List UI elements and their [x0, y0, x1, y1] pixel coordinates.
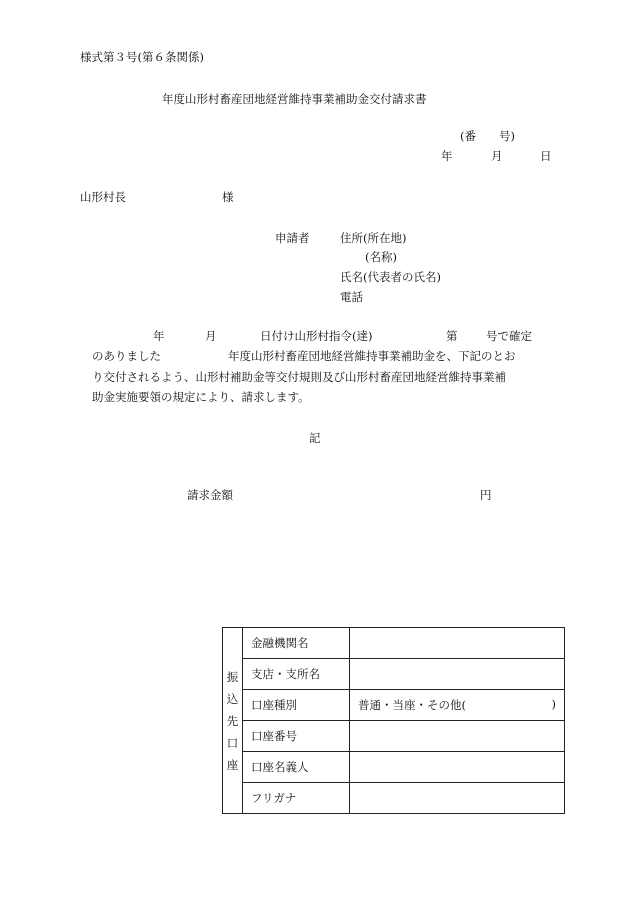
amount-label: 請求金額	[187, 488, 233, 502]
bank-name-label: 金融機関名	[243, 628, 350, 659]
account-type-value[interactable]	[350, 690, 565, 721]
body-line4: 助金実施要領の規定により、請求します。	[92, 390, 310, 404]
body-line2-end: 年度山形村畜産団地経営維持事業補助金を、下記のとお	[228, 349, 516, 363]
document-number: (番 号)	[460, 129, 515, 143]
body-confirmed: 号で確定	[486, 329, 532, 343]
bank-account-table	[222, 627, 565, 814]
addressee-name: 山形村長	[80, 190, 126, 204]
furigana-value[interactable]	[350, 783, 565, 814]
form-number: 様式第３号(第６条関係)	[80, 50, 204, 64]
account-holder-value[interactable]	[350, 752, 565, 783]
body-line3: り交付されるよう、山形村補助金等交付規則及び山形村畜産団地経営維持事業補	[92, 370, 506, 384]
applicant-org-name: (名称)	[365, 250, 397, 264]
body-year: 年	[153, 329, 165, 343]
applicant-person: 氏名(代表者の氏名)	[340, 270, 441, 284]
body-month: 月	[205, 329, 217, 343]
applicant-address: 住所(所在地)	[340, 231, 407, 245]
account-type-close: )	[551, 697, 556, 711]
amount-unit: 円	[480, 488, 492, 502]
body-directive: 日付け山形村指令(達)	[260, 329, 373, 343]
account-type-options: 普通・当座・その他(	[358, 698, 466, 712]
date-year: 年	[441, 149, 453, 163]
account-holder-label: 口座名義人	[243, 752, 350, 783]
branch-name-label: 支店・支所名	[243, 659, 350, 690]
bank-side-label: 振 込 先 口 座	[223, 628, 243, 814]
account-number-label: 口座番号	[243, 721, 350, 752]
addressee-honorific: 様	[222, 190, 234, 204]
bank-name-value[interactable]	[350, 628, 565, 659]
applicant-label: 申請者	[275, 231, 310, 245]
body-dai: 第	[446, 329, 458, 343]
applicant-phone: 電話	[340, 290, 363, 304]
account-number-value[interactable]	[350, 721, 565, 752]
furigana-label: フリガナ	[243, 783, 350, 814]
date-day: 日	[540, 149, 552, 163]
account-type-label: 口座種別	[243, 690, 350, 721]
date-month: 月	[491, 149, 503, 163]
body-line2-start: のありました	[92, 349, 161, 363]
branch-name-value[interactable]	[350, 659, 565, 690]
document-title: 年度山形村畜産団地経営維持事業補助金交付請求書	[162, 92, 427, 106]
ki-heading: 記	[309, 431, 321, 445]
